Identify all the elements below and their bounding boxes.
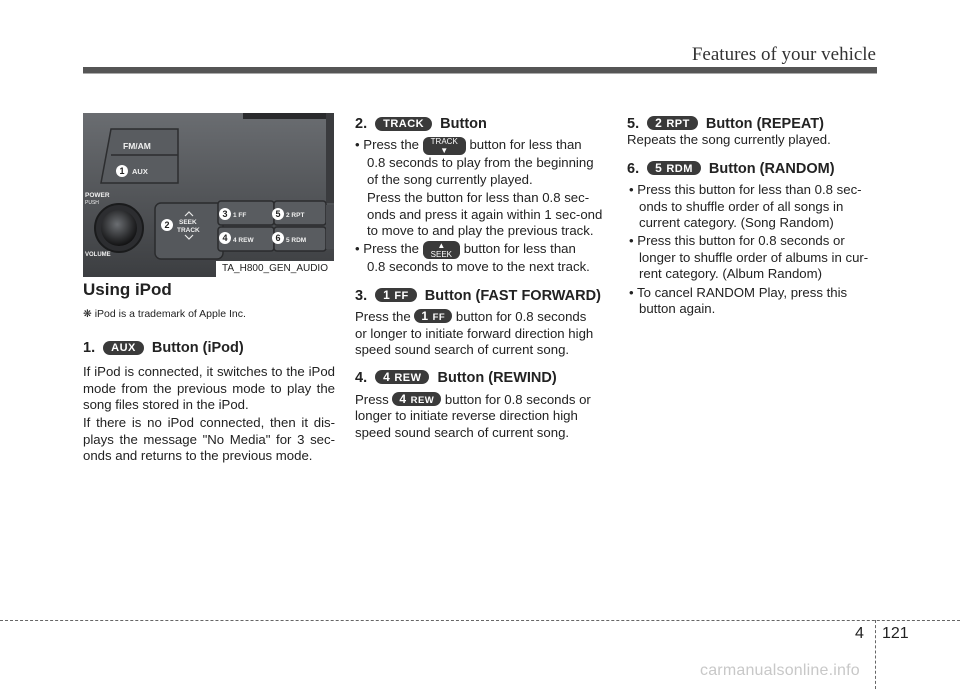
paragraph-rew: Press 4 REW button for 0.8 seconds or	[355, 391, 591, 407]
bullet-track-1-cont: 0.8 seconds to play from the beginning of the song currently played.	[367, 155, 594, 187]
fm-am-label: FM/AM	[123, 141, 151, 151]
header-rule-thin	[83, 73, 877, 74]
bullet-rdm-3: • To cancel RANDOM Play, press this button again.	[629, 284, 848, 317]
paragraph-aux-1: If iPod is connected, it switches to the iPod mode from the previous mode to play the song files stored in the iPod.	[83, 364, 335, 413]
aux-badge: AUX	[103, 341, 144, 355]
callout-4	[219, 232, 231, 244]
svg-text:6: 6	[275, 233, 281, 243]
heading-rew-button: 4. 4 REW Button (REWIND)	[355, 370, 557, 387]
rew-badge: 4 REW	[375, 370, 429, 384]
heading-rpt-button: 5. 2 RPT Button (REPEAT)	[627, 116, 824, 132]
rew-label: 4 REW	[233, 237, 254, 244]
rdm-label: 5 RDM	[286, 237, 307, 244]
chapter-number: 4	[855, 625, 864, 642]
bullet-rdm-1: • Press this button for less than 0.8 sec-onds to shuffle order of all songs in current category. (Song Random)	[629, 182, 862, 231]
radio-panel-illustration	[83, 113, 334, 277]
svg-text:2: 2	[164, 220, 170, 230]
track-down-badge: TRACK ▼	[423, 137, 466, 155]
paragraph-ff-cont: or longer to initiate forward direction high speed sound search of current song.	[355, 325, 594, 358]
power-label: POWER	[85, 192, 110, 199]
callout-3	[219, 208, 231, 220]
bullet-track-1: • Press the TRACK ▼ button for less than	[355, 137, 582, 156]
panel-caption: TA_H800_GEN_AUDIO	[216, 261, 334, 277]
column-3	[627, 116, 879, 317]
callout-2	[161, 219, 173, 231]
page-number: 121	[882, 625, 909, 642]
svg-text:4: 4	[222, 233, 228, 243]
heading-rdm-button: 6. 5 RDM Button (RANDOM)	[627, 160, 835, 177]
svg-text:1: 1	[119, 166, 125, 176]
rdm-badge: 5 RDM	[647, 161, 701, 175]
ff-label: 1 FF	[233, 212, 247, 219]
svg-text:3: 3	[222, 209, 228, 219]
bullet-seek: • Press the ▲ SEEK button for less than	[355, 241, 576, 260]
heading-aux-button: 1. AUX Button (iPod)	[83, 339, 244, 356]
push-label: PUSH	[85, 200, 99, 206]
heading-ff-button: 3. 1 FF Button (FAST FORWARD)	[355, 287, 601, 304]
bullet-rdm-2: • Press this button for 0.8 seconds or longer to shuffle order of albums in cur-rent category. (Album Random)	[629, 233, 869, 282]
track-badge: TRACK	[375, 117, 432, 131]
section-heading-using-ipod: Using iPod	[83, 280, 172, 299]
paragraph-rew-cont: longer to initiate reverse direction high speed sound search of current song.	[355, 408, 578, 440]
bullet-track-1-p2: Press the button for less than 0.8 sec-onds and press it again within 1 sec-ond to move to and play the previous track.	[367, 190, 603, 239]
callout-1	[116, 165, 128, 177]
heading-track-button: 2. TRACK Button	[355, 116, 487, 132]
trademark-note: ❋ iPod is a trademark of Apple Inc.	[83, 308, 246, 321]
footer-divider	[875, 620, 876, 689]
paragraph-aux-2: If there is no iPod connected, then it dis-plays the message "No Media" for 3 sec-onds and returns to the previous mode.	[83, 415, 335, 464]
ff-badge: 1 FF	[375, 288, 417, 302]
watermark: carmanualsonline.info	[700, 662, 860, 679]
track-label: TRACK	[177, 227, 200, 234]
seek-label: SEEK	[179, 219, 197, 226]
callout-6	[272, 232, 284, 244]
column-2	[355, 116, 605, 441]
ff-badge-inline: 1 FF	[414, 309, 452, 323]
column-1	[83, 282, 335, 465]
svg-text:5: 5	[275, 209, 281, 219]
volume-label: VOLUME	[85, 252, 111, 258]
rew-badge-inline: 4 REW	[392, 392, 441, 406]
paragraph-rpt: Repeats the song currently played.	[627, 132, 831, 148]
footer-rule	[0, 620, 960, 621]
seek-up-badge: ▲ SEEK	[423, 241, 460, 259]
aux-label: AUX	[132, 167, 148, 176]
paragraph-ff: Press the 1 FF button for 0.8 seconds	[355, 309, 587, 325]
bullet-seek-cont: 0.8 seconds to move to the next track.	[367, 259, 590, 275]
rpt-label: 2 RPT	[286, 212, 305, 219]
rpt-badge: 2 RPT	[647, 116, 698, 130]
section-title: Features of your vehicle	[691, 44, 876, 65]
callout-5	[272, 208, 284, 220]
